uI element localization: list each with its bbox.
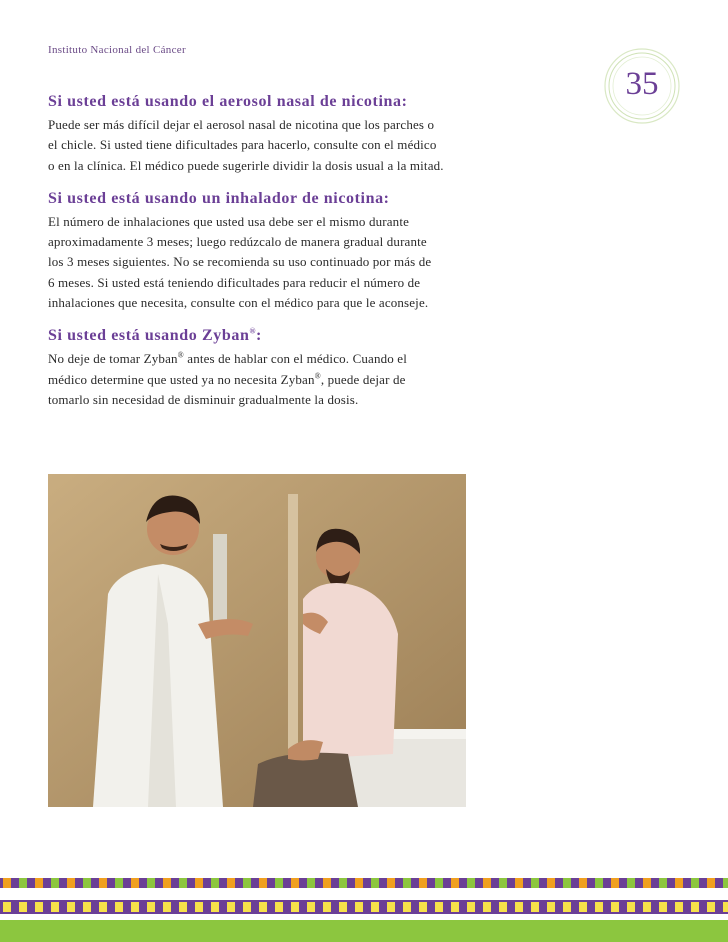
- footer-check: [323, 902, 331, 912]
- section-body: [48, 115, 468, 176]
- footer-check: [387, 902, 395, 912]
- footer-check: [307, 878, 315, 888]
- section-heading: Si usted está usando el aerosol nasal de nicotina:: [48, 93, 408, 110]
- footer-check: [51, 902, 59, 912]
- footer-check: [35, 878, 43, 888]
- footer-check: [563, 902, 571, 912]
- footer-check: [371, 878, 379, 888]
- footer-check: [499, 902, 507, 912]
- footer-check: [419, 902, 427, 912]
- heading-text: Si usted está usando Zyban: [48, 327, 250, 345]
- footer-check: [435, 878, 443, 888]
- footer-check: [403, 902, 411, 912]
- section-body: [48, 349, 468, 410]
- footer-check: [19, 878, 27, 888]
- footer-check: [195, 902, 203, 912]
- section-body: [48, 212, 468, 313]
- footer-check: [211, 878, 219, 888]
- footer-check: [291, 878, 299, 888]
- footer-check: [515, 902, 523, 912]
- footer-check: [99, 902, 107, 912]
- footer-check: [323, 878, 331, 888]
- footer-check: [259, 878, 267, 888]
- footer-check: [707, 878, 715, 888]
- footer-check: [403, 878, 411, 888]
- footer-check: [339, 878, 347, 888]
- footer-check: [211, 902, 219, 912]
- body-line: Puede ser más difícil dejar el aerosol nasal de nicotina que los parches o: [48, 117, 435, 132]
- footer-check: [339, 902, 347, 912]
- body-line: inhalaciones que necesita, consulte con el médico para que le aconseje.: [48, 295, 429, 311]
- footer-check: [563, 878, 571, 888]
- main-content: [48, 93, 468, 424]
- footer-check: [387, 878, 395, 888]
- footer-check: [547, 878, 555, 888]
- registered-mark: ®: [314, 371, 321, 381]
- footer-check: [675, 902, 683, 912]
- footer-check: [307, 902, 315, 912]
- footer-check: [275, 878, 283, 888]
- footer-check: [227, 878, 235, 888]
- footer-check: [611, 902, 619, 912]
- footer-check: [163, 902, 171, 912]
- footer-check: [163, 878, 171, 888]
- footer-check: [595, 902, 603, 912]
- footer-check: [675, 878, 683, 888]
- footer-check: [83, 878, 91, 888]
- footer-check: [643, 878, 651, 888]
- footer-check: [259, 902, 267, 912]
- body-text: antes de hablar con el médico. Cuando el: [183, 351, 407, 367]
- footer-check: [179, 902, 187, 912]
- footer-check: [451, 902, 459, 912]
- registered-mark: ®: [249, 327, 257, 337]
- body-line: el chicle. Si usted tiene dificultades para hacerlo, consulte con el médico: [48, 137, 437, 153]
- footer-check: [723, 878, 728, 888]
- footer-check: [355, 878, 363, 888]
- footer-check: [227, 902, 235, 912]
- body-line: tomarlo sin necesidad de disminuir gradualmente la dosis.: [48, 391, 359, 407]
- footer-check: [131, 902, 139, 912]
- footer-check: [579, 878, 587, 888]
- heading-colon: :: [256, 327, 262, 345]
- body-text: No deje de tomar Zyban: [48, 351, 178, 367]
- footer-check: [291, 902, 299, 912]
- footer-check: [243, 878, 251, 888]
- footer-check: [691, 878, 699, 888]
- section-nasal-spray: [48, 93, 468, 176]
- footer-check: [595, 878, 603, 888]
- footer-check: [483, 878, 491, 888]
- footer-check: [275, 902, 283, 912]
- footer-check: [659, 878, 667, 888]
- footer-check: [691, 902, 699, 912]
- footer-check: [451, 878, 459, 888]
- section-heading: [48, 327, 468, 345]
- footer-check: [67, 902, 75, 912]
- footer-check: [579, 902, 587, 912]
- footer-check: [147, 878, 155, 888]
- footer-check: [515, 878, 523, 888]
- footer-check: [611, 878, 619, 888]
- body-line: los 3 meses siguientes. No se recomienda su uso continuado por más de: [48, 254, 432, 270]
- footer-check: [547, 902, 555, 912]
- footer-check: [19, 902, 27, 912]
- footer-check: [643, 902, 651, 912]
- footer-check: [627, 902, 635, 912]
- body-text: médico determine que usted ya no necesita Zyban: [48, 371, 315, 387]
- footer-check: [659, 902, 667, 912]
- footer-check: [467, 878, 475, 888]
- footer-check: [483, 902, 491, 912]
- body-line: El número de inhalaciones que usted usa debe ser el mismo durante: [48, 213, 410, 229]
- footer-check: [67, 878, 75, 888]
- footer-check: [35, 902, 43, 912]
- footer-check: [499, 878, 507, 888]
- section-inhaler: [48, 190, 468, 313]
- footer-check: [3, 902, 11, 912]
- footer-check: [371, 902, 379, 912]
- footer-check: [419, 878, 427, 888]
- footer-check: [83, 902, 91, 912]
- footer-check: [195, 878, 203, 888]
- decorative-footer-band: [0, 878, 728, 942]
- body-line: 6 meses. Si usted está teniendo dificultades para reducir el número de: [48, 274, 421, 290]
- body-line: aproximadamente 3 meses; luego redúzcalo de manera gradual durante: [48, 234, 427, 250]
- footer-check: [531, 902, 539, 912]
- footer-check: [467, 902, 475, 912]
- section-zyban: [48, 327, 468, 410]
- body-line: o en la clínica. El médico puede sugerirle dividir la dosis usual a la mitad.: [48, 157, 444, 173]
- footer-check: [179, 878, 187, 888]
- registered-mark: ®: [177, 351, 184, 361]
- footer-check: [115, 878, 123, 888]
- footer-check: [131, 878, 139, 888]
- footer-check: [707, 902, 715, 912]
- footer-check: [723, 902, 728, 912]
- footer-check: [355, 902, 363, 912]
- footer-check: [627, 878, 635, 888]
- footer-check: [147, 902, 155, 912]
- section-heading: Si usted está usando un inhalador de nicotina:: [48, 189, 390, 207]
- footer-check: [115, 902, 123, 912]
- body-text: , puede dejar de: [320, 371, 406, 387]
- doctor-patient-photo: [48, 474, 466, 807]
- footer-check: [99, 878, 107, 888]
- footer-check: [531, 878, 539, 888]
- footer-check: [435, 902, 443, 912]
- publisher-header: Instituto Nacional del Cáncer: [48, 44, 186, 56]
- footer-check: [3, 878, 11, 888]
- footer-check: [51, 878, 59, 888]
- footer-check: [243, 902, 251, 912]
- page-number: 35: [625, 66, 659, 102]
